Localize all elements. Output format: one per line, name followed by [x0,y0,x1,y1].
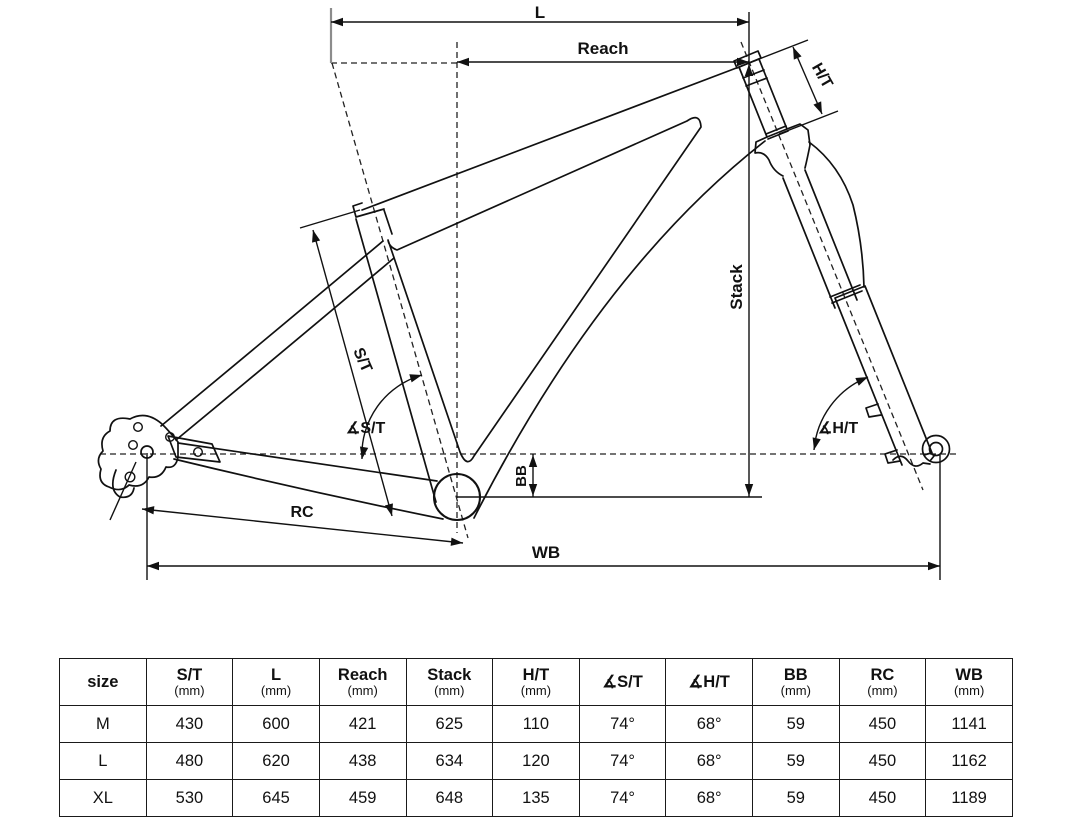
table-cell-r0-c9: 450 [839,706,926,743]
geometry-table [59,658,1013,817]
frame-drawing [98,51,949,520]
header-cell-0: size [60,659,147,706]
table-cell-r1-c8: 59 [753,743,840,780]
table-cell-r0-c8: 59 [753,706,840,743]
table-row-L [60,743,1013,780]
header-unit: (mm) [867,682,898,698]
table-cell-r0-c6: 74° [579,706,666,743]
rear-dropout [98,415,178,489]
fork-stanchion [783,170,857,308]
table-cell-r2-c5: 135 [493,780,580,817]
label-wb: WB [531,543,561,562]
seat-tube-axis [332,63,468,538]
table-cell-r1-c7: 68° [666,743,753,780]
table-cell-r2-c2: 645 [233,780,320,817]
table-cell-r1-c3: 438 [319,743,406,780]
table-cell-r2-c10: 1189 [926,780,1013,817]
table-cell-r0-c4: 625 [406,706,493,743]
table-cell-r0-c2: 600 [233,706,320,743]
ht-angle-arc [814,377,868,450]
label-rc: RC [290,504,314,521]
table-cell-r2-c8: 59 [753,780,840,817]
seat-stay [161,241,394,440]
fork-lower-leg [835,286,932,465]
table-cell-r2-c0: XL [60,780,147,817]
geometry-table-header [60,659,1013,706]
table-cell-r0-c1: 430 [146,706,233,743]
dropout-bolt-holes [125,423,202,482]
st-ext-top [300,210,360,228]
table-cell-r0-c10: 1141 [926,706,1013,743]
header-unit: (mm) [174,682,205,698]
dim-st [313,230,392,516]
label-bb: BB [513,465,530,487]
table-cell-r2-c4: 648 [406,780,493,817]
header-cell-7: ∡H/T [666,659,753,706]
table-row-XL [60,780,1013,817]
label-st-angle: ∡S/T [346,420,386,437]
table-cell-r1-c2: 620 [233,743,320,780]
label-reach: Reach [577,39,629,58]
table-cell-r1-c6: 74° [579,743,666,780]
header-cell-6: ∡S/T [579,659,666,706]
table-cell-r2-c7: 68° [666,780,753,817]
table-cell-r1-c1: 480 [146,743,233,780]
header-cell-5: H/T (mm) [493,659,580,706]
header-unit: (mm) [347,682,378,698]
label-ht-angle: ∡H/T [818,420,859,437]
header-cell-10: WB (mm) [926,659,1013,706]
header-cell-4: Stack (mm) [406,659,493,706]
table-cell-r0-c5: 110 [493,706,580,743]
header-cell-8: BB (mm) [753,659,840,706]
header-cell-2: L (mm) [233,659,320,706]
table-cell-r1-c0: L [60,743,147,780]
down-tube-lower-edge [474,141,765,518]
top-tube-upper-edge [362,67,739,210]
header-unit: (mm) [780,682,811,698]
construction-lines [100,42,958,538]
header-cell-3: Reach (mm) [319,659,406,706]
front-dropout-outer [923,436,950,463]
table-cell-r1-c5: 120 [493,743,580,780]
label-st: S/T [349,345,375,375]
label-l: L [534,3,546,22]
table-cell-r2-c9: 450 [839,780,926,817]
header-unit: (mm) [260,682,292,698]
table-cell-r1-c9: 450 [839,743,926,780]
dimension-lines [110,12,940,580]
header-unit: (mm) [434,682,465,698]
table-cell-r0-c3: 421 [319,706,406,743]
table-cell-r1-c4: 634 [406,743,493,780]
label-stack: Stack [727,264,746,310]
table-cell-r2-c6: 74° [579,780,666,817]
header-unit: (mm) [953,682,985,698]
main-triangle-hole [388,118,701,462]
header-cell-1: S/T (mm) [146,659,233,706]
label-ht: H/T [808,60,836,92]
table-cell-r0-c7: 68° [666,706,753,743]
header-unit: (mm) [520,682,552,698]
table-cell-r2-c1: 530 [146,780,233,817]
table-row-M [60,706,1013,743]
table-cell-r0-c0: M [60,706,147,743]
fork-crown [755,124,810,176]
arrowheads [142,18,940,570]
st-angle-arc [362,375,422,459]
table-cell-r2-c3: 459 [319,780,406,817]
table-cell-r1-c10: 1162 [926,743,1013,780]
header-cell-9: RC (mm) [839,659,926,706]
dimension-labels [290,3,858,562]
